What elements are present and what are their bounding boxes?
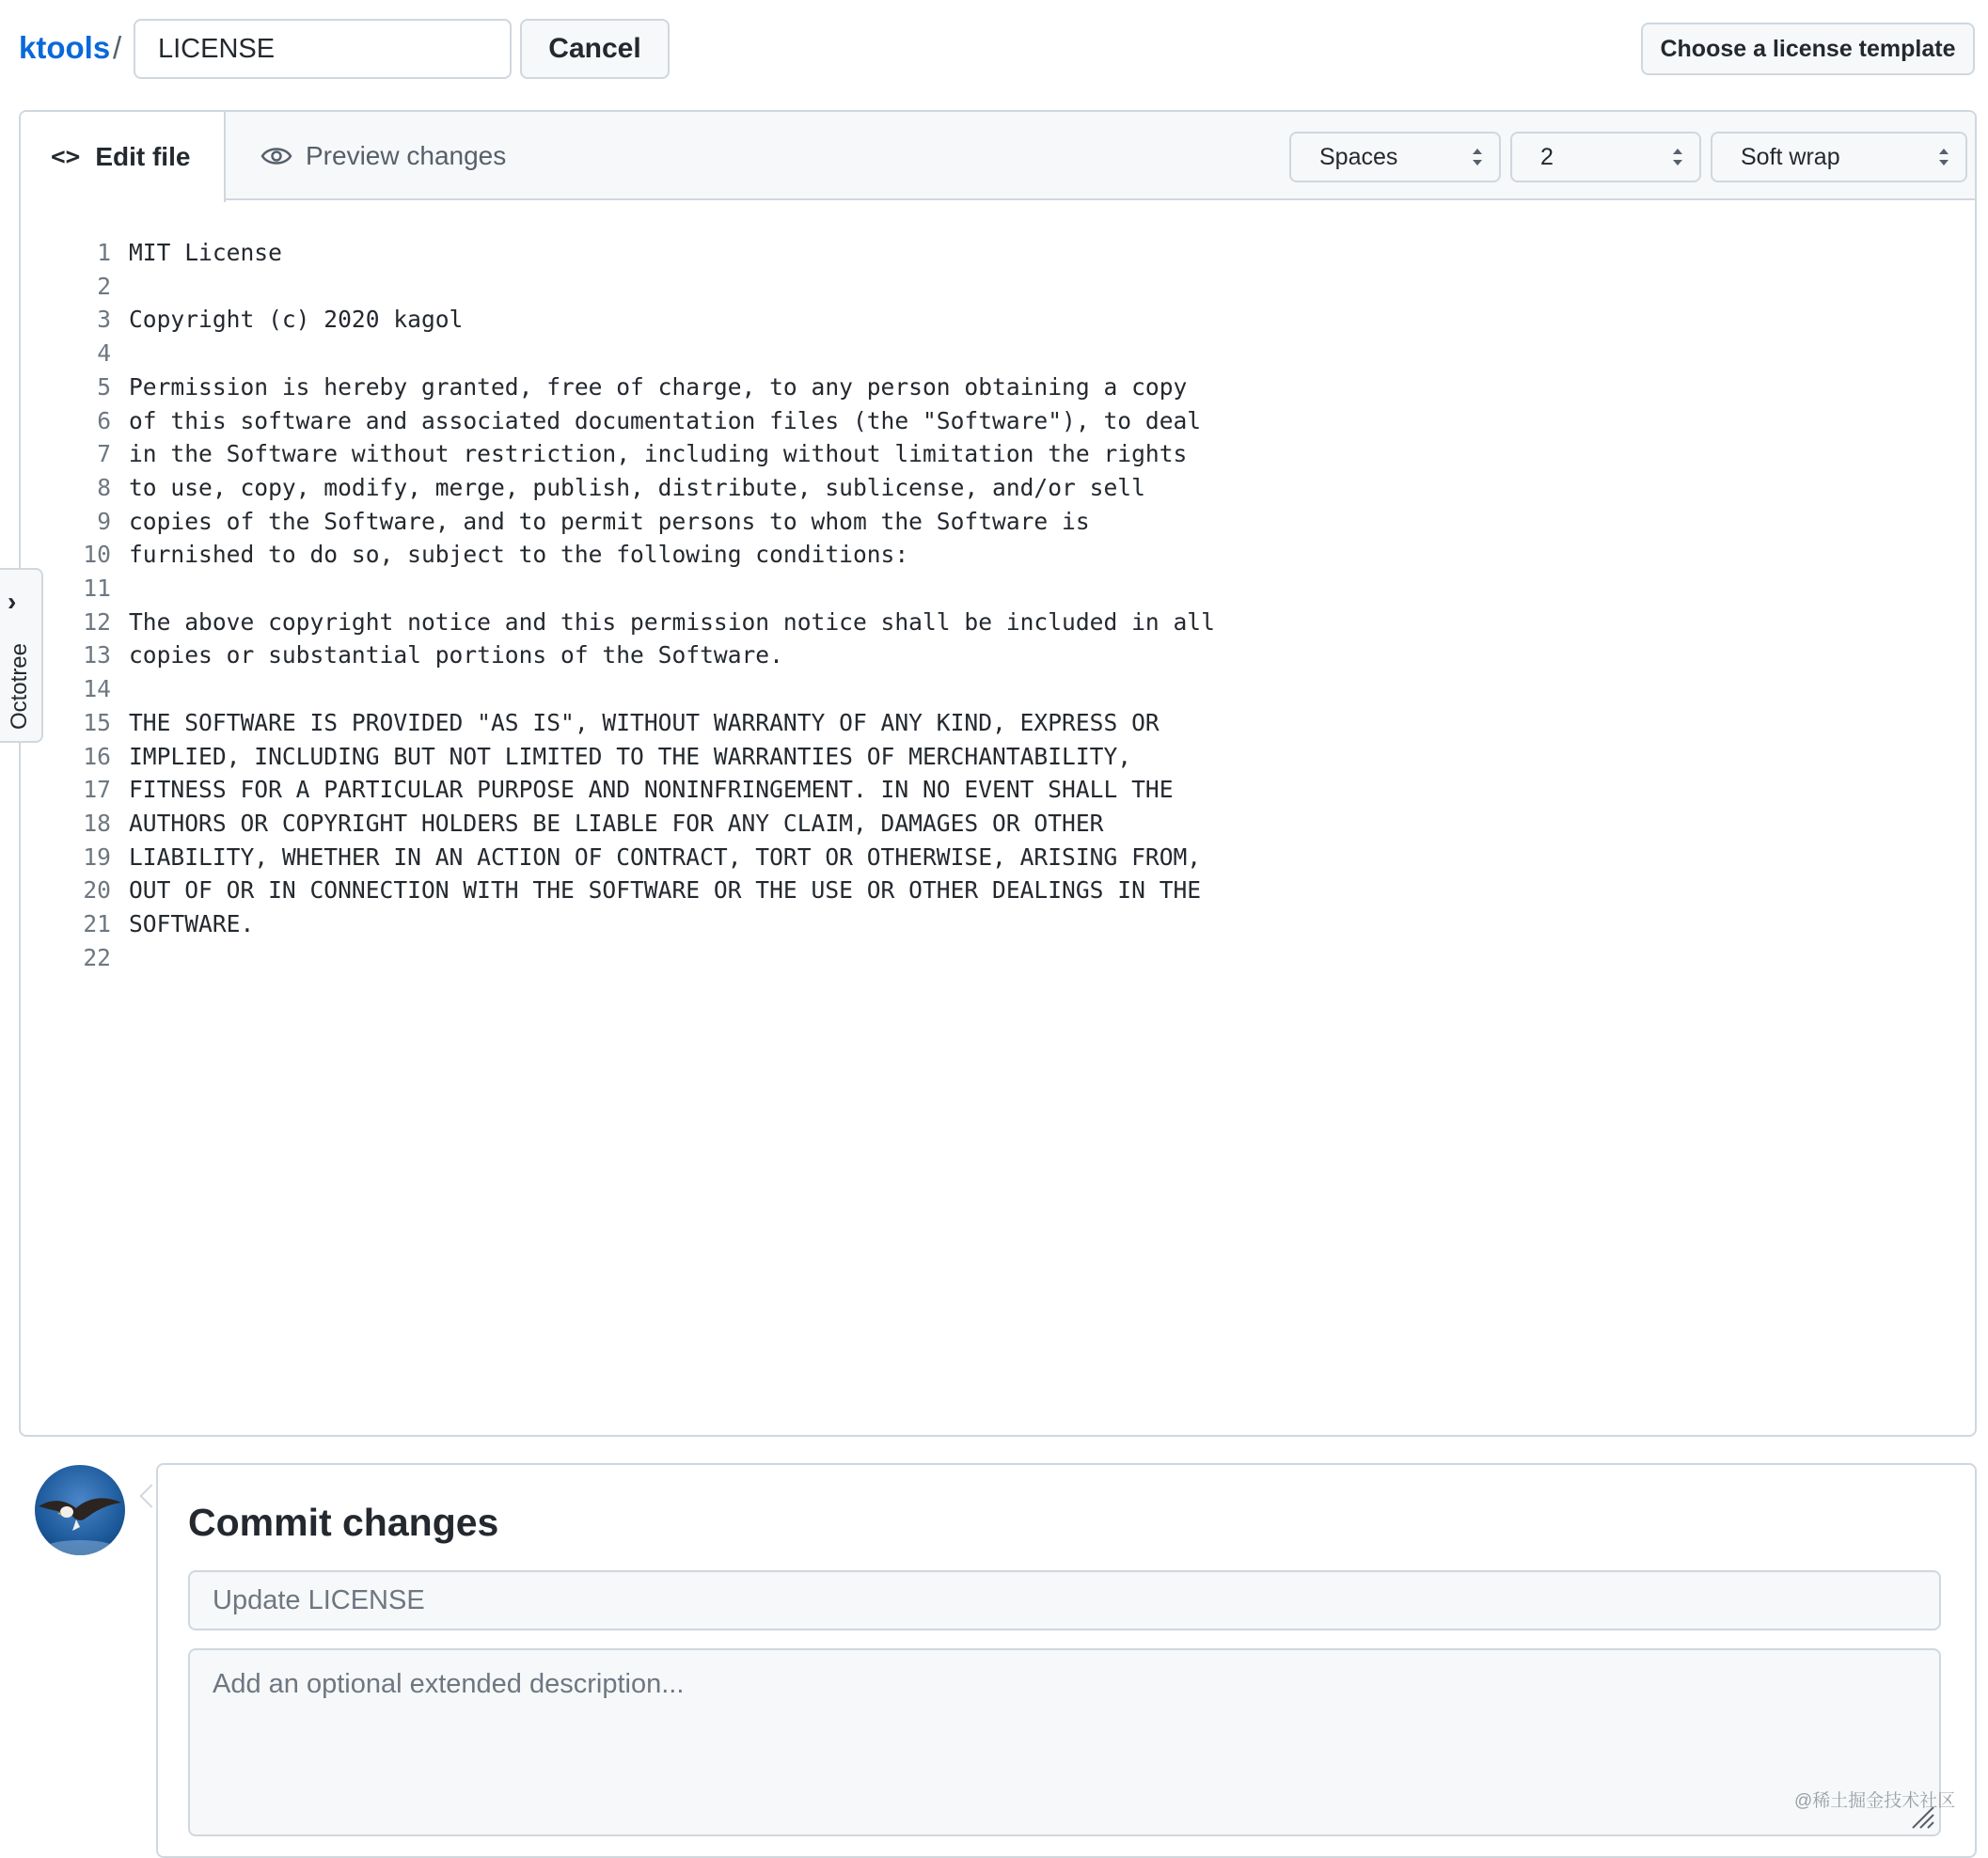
indent-size-select[interactable]: [1510, 132, 1701, 182]
watermark: @稀土掘金技术社区: [1794, 1791, 1956, 1811]
line-text: Permission is hereby granted, free of charge, to any person obtaining a copy: [129, 372, 1188, 401]
commit-title: Commit changes: [188, 1501, 499, 1544]
line-text: in the Software without restriction, including without limitation the rights: [129, 440, 1188, 468]
chevron-right-icon: ›: [8, 587, 17, 616]
code-icon: <>: [51, 143, 81, 171]
line-text: to use, copy, modify, merge, publish, distribute, sublicense, and/or sell: [129, 473, 1145, 501]
line-number: 18: [83, 809, 111, 837]
resize-handle-icon[interactable]: [1909, 1803, 1935, 1830]
choose-license-template-button[interactable]: Choose a license template: [1641, 23, 1975, 75]
line-text: OUT OF OR IN CONNECTION WITH THE SOFTWARE OR THE USE OR OTHER DEALINGS IN THE: [129, 876, 1202, 905]
line-number: 1: [97, 239, 111, 266]
line-number: 4: [97, 339, 111, 368]
line-text: IMPLIED, INCLUDING BUT NOT LIMITED TO THE WARRANTIES OF MERCHANTABILITY,: [129, 742, 1132, 770]
code-line[interactable]: [21, 337, 1431, 370]
tab-preview-label: Preview changes: [306, 141, 507, 170]
tab-edit-file-label: Edit file: [95, 142, 191, 171]
line-text: THE SOFTWARE IS PROVIDED "AS IS", WITHOUT WARRANTY OF ANY KIND, EXPRESS OR: [129, 708, 1160, 736]
line-text: furnished to do so, subject to the following conditions:: [129, 541, 909, 569]
code-line[interactable]: [21, 471, 1431, 505]
code-line[interactable]: [21, 505, 1431, 539]
line-number: 13: [83, 641, 111, 669]
code-editor[interactable]: [21, 204, 1975, 1426]
line-number: 19: [83, 842, 111, 871]
line-text: of this software and associated documentation files (the "Software"), to deal: [129, 406, 1202, 434]
commit-description-input[interactable]: [188, 1648, 1941, 1836]
path-separator: /: [113, 30, 122, 65]
eye-icon: [260, 145, 292, 167]
avatar: [35, 1465, 125, 1555]
line-text: FITNESS FOR A PARTICULAR PURPOSE AND NONINFRINGEMENT. IN NO EVENT SHALL THE: [129, 776, 1174, 804]
line-number: 5: [97, 372, 111, 401]
line-text: copies or substantial portions of the Software.: [129, 641, 783, 669]
line-number: 6: [97, 406, 111, 434]
code-line[interactable]: [21, 672, 1431, 706]
tab-preview-changes[interactable]: [260, 112, 506, 200]
line-text: SOFTWARE.: [129, 910, 255, 937]
code-line[interactable]: [21, 303, 1431, 337]
line-number: 2: [97, 272, 111, 300]
line-text: MIT License: [129, 239, 282, 266]
code-line[interactable]: [21, 807, 1431, 841]
cancel-button[interactable]: Cancel: [520, 19, 670, 79]
line-number: 8: [97, 473, 111, 501]
code-line[interactable]: [21, 907, 1431, 941]
line-number: 17: [83, 776, 111, 804]
line-number: 20: [83, 876, 111, 905]
line-text: The above copyright notice and this permission notice shall be included in all: [129, 607, 1215, 636]
eagle-avatar-image: [35, 1465, 125, 1555]
select-caret-icon: [1671, 143, 1684, 171]
code-line[interactable]: [21, 404, 1431, 438]
line-number: 9: [97, 507, 111, 535]
indent-size-value: 2: [1540, 143, 1554, 170]
code-line[interactable]: [21, 941, 1431, 975]
line-text: LIABILITY, WHETHER IN AN ACTION OF CONTRACT, TORT OR OTHERWISE, ARISING FROM,: [129, 842, 1202, 871]
line-number: 14: [83, 675, 111, 703]
code-line[interactable]: [21, 638, 1431, 672]
code-line[interactable]: [21, 370, 1431, 404]
code-line[interactable]: [21, 740, 1431, 774]
code-line[interactable]: [21, 572, 1431, 606]
tab-edit-file[interactable]: [21, 112, 226, 202]
code-line[interactable]: [21, 538, 1431, 572]
code-line[interactable]: [21, 270, 1431, 304]
line-number: 3: [97, 306, 111, 334]
wrap-mode-select[interactable]: [1711, 132, 1967, 182]
editor-toolbar: [21, 112, 1975, 200]
line-number: 10: [83, 541, 111, 569]
line-text: AUTHORS OR COPYRIGHT HOLDERS BE LIABLE FOR ANY CLAIM, DAMAGES OR OTHER: [129, 809, 1104, 837]
line-number: 11: [83, 575, 111, 602]
line-number: 15: [83, 708, 111, 736]
filename-input[interactable]: [134, 19, 512, 79]
line-number: 16: [83, 742, 111, 770]
line-text: copies of the Software, and to permit persons to whom the Software is: [129, 507, 1090, 535]
file-editor: [19, 110, 1977, 1437]
octotree-label: Octotree: [7, 642, 32, 731]
commit-summary-input[interactable]: [188, 1570, 1941, 1630]
repo-link[interactable]: ktools: [19, 30, 111, 65]
line-number: 12: [83, 607, 111, 636]
code-line[interactable]: [21, 773, 1431, 807]
select-caret-icon: [1471, 143, 1484, 171]
indent-mode-value: Spaces: [1319, 143, 1398, 170]
line-number: 22: [83, 943, 111, 971]
code-line[interactable]: [21, 874, 1431, 907]
select-caret-icon: [1937, 143, 1950, 171]
indent-mode-select[interactable]: [1289, 132, 1501, 182]
line-number: 21: [83, 910, 111, 937]
line-text: Copyright (c) 2020 kagol: [129, 306, 464, 334]
line-number: 7: [97, 440, 111, 468]
code-line[interactable]: [21, 841, 1431, 874]
code-line[interactable]: [21, 706, 1431, 740]
wrap-mode-value: Soft wrap: [1741, 143, 1840, 170]
code-line[interactable]: [21, 236, 1431, 270]
code-line[interactable]: [21, 437, 1431, 471]
code-line[interactable]: [21, 606, 1431, 639]
octotree-toggle[interactable]: [0, 568, 43, 743]
